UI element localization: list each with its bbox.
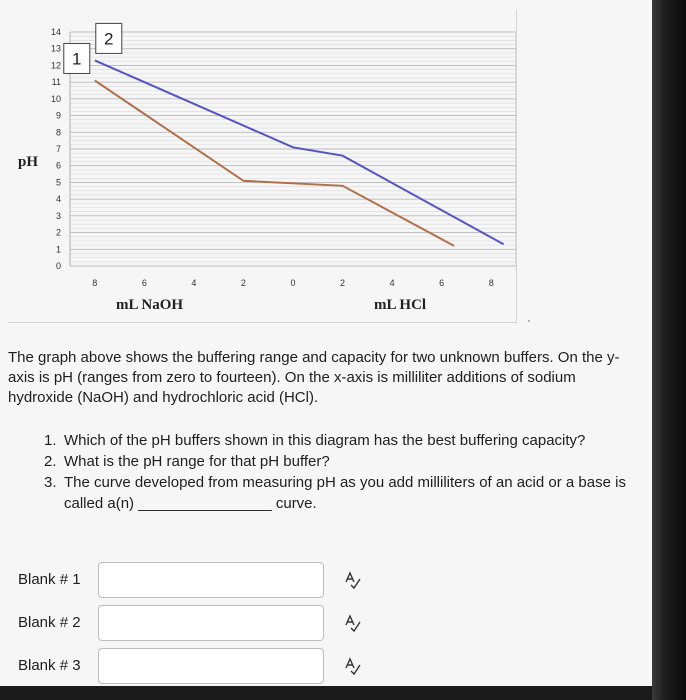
question-list <box>30 430 645 514</box>
y-axis-title: pH <box>18 154 39 170</box>
question-item <box>30 430 645 451</box>
question-text: What is the pH range for that pH buffer? <box>64 453 330 470</box>
y-tick-label: 3 <box>55 210 61 221</box>
question-text: Which of the pH buffers shown in this diagram has the best buffering capacity? <box>64 432 586 449</box>
question-text: The curve developed from measuring pH as you add milliliters of an acid or a base is called a(n) ________________ curve. <box>64 474 626 512</box>
blank-row-3 <box>18 648 378 686</box>
blank-label: Blank # 3 <box>18 657 81 674</box>
decorative-dot <box>528 320 530 322</box>
x-axis-label-naoh: mL NaOH <box>116 297 184 313</box>
intro-paragraph: The graph above shows the buffering range and capacity for two unknown buffers. On the y-axis is pH (ranges from zero to fourteen). On the x-axis is milliliter additions of sodium hydroxide (NaOH) and hydrochloric acid (HCl). <box>8 349 620 406</box>
spellcheck-icon[interactable] <box>342 613 362 633</box>
y-tick-label: 8 <box>55 127 61 138</box>
y-tick-label: 1 <box>55 244 61 255</box>
y-tick-label: 0 <box>55 261 61 271</box>
blank-label: Blank # 1 <box>18 571 81 588</box>
blank-label: Blank # 2 <box>18 614 81 631</box>
y-tick-label: 6 <box>55 160 61 171</box>
series-label-1: 1 <box>72 49 82 69</box>
spellcheck-icon[interactable] <box>342 570 362 590</box>
x-tick-label: 8 <box>488 278 494 288</box>
y-tick-label: 4 <box>55 194 61 205</box>
screen-right-edge <box>652 0 686 700</box>
buffer-graph <box>0 0 560 340</box>
y-tick-label: 10 <box>50 93 61 104</box>
blank-1-input[interactable] <box>98 562 324 598</box>
series-label-2: 2 <box>104 29 114 49</box>
y-tick-label: 13 <box>50 43 61 54</box>
blank-3-input[interactable] <box>98 648 324 684</box>
question-number: 2. <box>44 453 57 470</box>
question-number: 1. <box>44 432 57 449</box>
y-tick-label: 14 <box>50 27 61 37</box>
screen-bottom-edge <box>0 686 652 700</box>
question-item <box>30 472 645 514</box>
y-tick-label: 2 <box>55 227 61 238</box>
blank-2-input[interactable] <box>98 605 324 641</box>
x-tick-label: 6 <box>439 278 445 288</box>
x-tick-label: 8 <box>92 278 98 288</box>
x-tick-label: 4 <box>389 278 395 288</box>
blank-row-2 <box>18 605 378 643</box>
x-tick-label: 2 <box>340 278 346 288</box>
y-tick-label: 12 <box>50 60 61 71</box>
x-tick-label: 4 <box>191 278 197 288</box>
y-tick-label: 5 <box>55 177 61 188</box>
x-tick-label: 0 <box>290 278 296 288</box>
x-tick-label: 6 <box>141 278 147 288</box>
y-tick-label: 11 <box>51 77 61 88</box>
blank-row-1 <box>18 562 378 600</box>
question-item <box>30 451 645 472</box>
question-number: 3. <box>44 474 57 491</box>
spellcheck-icon[interactable] <box>342 656 362 676</box>
x-tick-label: 2 <box>240 278 246 288</box>
graph-frame <box>8 10 517 323</box>
x-axis-label-hcl: mL HCl <box>374 297 427 313</box>
y-tick-label: 9 <box>55 110 61 121</box>
y-tick-label: 7 <box>55 144 61 154</box>
